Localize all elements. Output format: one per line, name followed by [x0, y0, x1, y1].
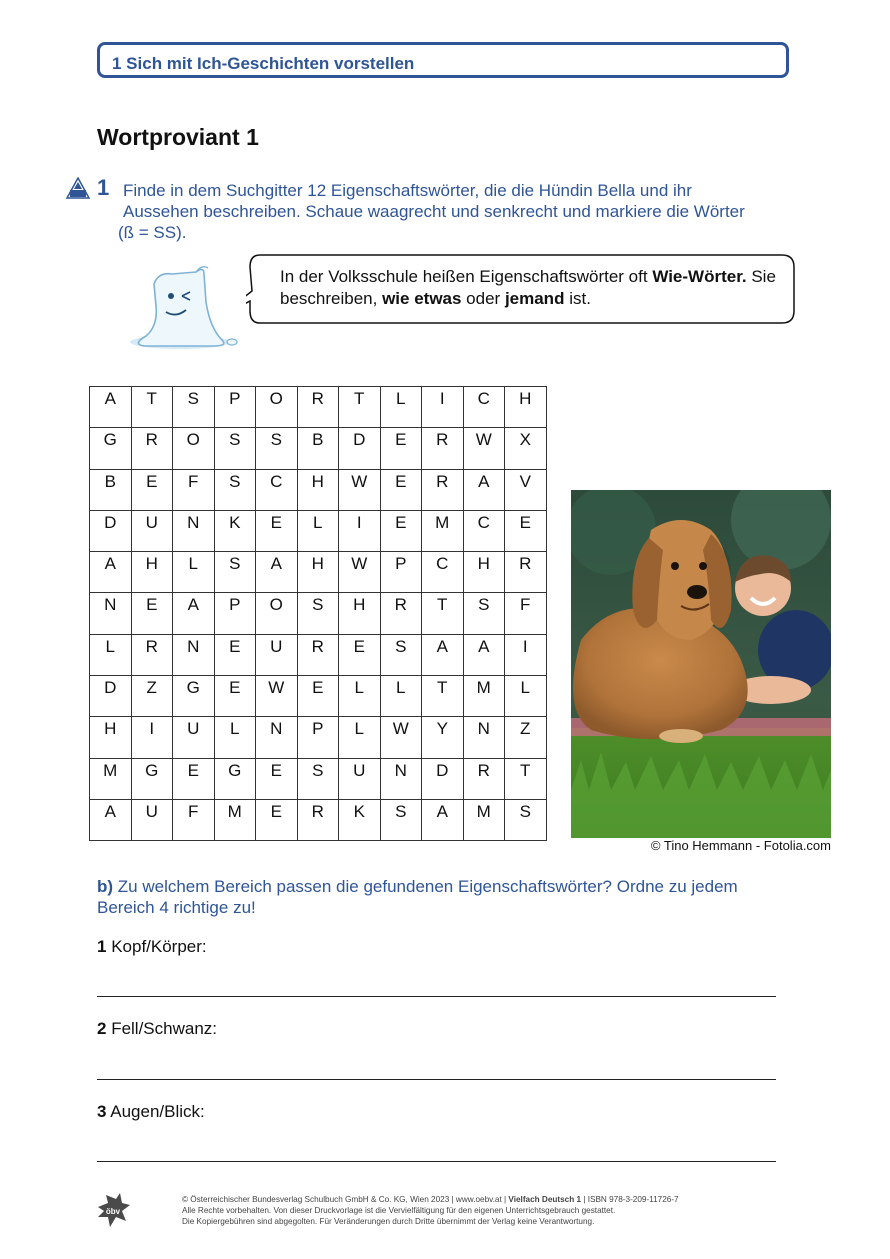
- grid-cell[interactable]: K: [214, 510, 256, 551]
- dog-photo: [571, 490, 831, 838]
- grid-cell[interactable]: P: [380, 552, 422, 593]
- grid-row: [90, 510, 547, 551]
- grid-cell[interactable]: R: [297, 799, 339, 840]
- bubble-text-part: ist.: [564, 289, 591, 308]
- category-number: 3: [97, 1102, 107, 1121]
- category-label: Fell/Schwanz:: [106, 1019, 218, 1038]
- bubble-bold-wie-etwas: wie etwas: [382, 289, 462, 308]
- grid-cell[interactable]: E: [380, 428, 422, 469]
- grid-cell[interactable]: L: [380, 676, 422, 717]
- grid-cell[interactable]: I: [505, 634, 547, 675]
- grid-row: [90, 552, 547, 593]
- grid-cell[interactable]: M: [90, 758, 132, 799]
- grid-cell[interactable]: T: [131, 387, 173, 428]
- grid-cell[interactable]: L: [90, 634, 132, 675]
- grid-cell[interactable]: S: [463, 593, 505, 634]
- grid-cell[interactable]: N: [463, 717, 505, 758]
- answer-line-2[interactable]: [97, 1079, 776, 1080]
- mascot-illustration: [124, 262, 244, 354]
- grid-cell[interactable]: A: [90, 552, 132, 593]
- grid-cell[interactable]: A: [90, 387, 132, 428]
- grid-cell[interactable]: N: [173, 634, 215, 675]
- grid-cell[interactable]: N: [173, 510, 215, 551]
- grid-row: [90, 593, 547, 634]
- grid-cell[interactable]: M: [214, 799, 256, 840]
- grid-cell[interactable]: C: [256, 469, 298, 510]
- grid-cell[interactable]: S: [380, 634, 422, 675]
- grid-cell[interactable]: B: [90, 469, 132, 510]
- task-line-3: (ß = SS).: [118, 223, 187, 242]
- bubble-bold-wie-woerter: Wie-Wörter.: [652, 267, 747, 286]
- grid-cell[interactable]: E: [131, 469, 173, 510]
- grid-cell[interactable]: D: [90, 510, 132, 551]
- grid-cell[interactable]: G: [214, 758, 256, 799]
- grid-cell[interactable]: R: [297, 387, 339, 428]
- grid-cell[interactable]: N: [90, 593, 132, 634]
- grid-cell[interactable]: N: [256, 717, 298, 758]
- part-b-text-1: Zu welchem Bereich passen die gefundenen Eigenschaftswörter? Ordne zu jedem: [113, 877, 738, 896]
- bubble-text-part: Sie beschreiben,: [280, 267, 776, 308]
- grid-cell[interactable]: L: [505, 676, 547, 717]
- grid-cell[interactable]: Y: [422, 717, 464, 758]
- grid-cell[interactable]: U: [256, 634, 298, 675]
- grid-cell[interactable]: T: [505, 758, 547, 799]
- grid-cell[interactable]: P: [214, 387, 256, 428]
- grid-cell[interactable]: O: [173, 428, 215, 469]
- grid-row: [90, 428, 547, 469]
- grid-row: [90, 634, 547, 675]
- grid-cell[interactable]: L: [173, 552, 215, 593]
- grid-cell[interactable]: A: [173, 593, 215, 634]
- grid-cell[interactable]: G: [90, 428, 132, 469]
- bubble-text-part: In der Volksschule heißen Eigenschaftswörter oft: [280, 267, 653, 286]
- grid-cell[interactable]: H: [297, 552, 339, 593]
- grid-cell[interactable]: I: [422, 387, 464, 428]
- category-label: Kopf/Körper:: [106, 937, 207, 956]
- photo-credit: © Tino Hemmann - Fotolia.com: [650, 838, 831, 853]
- grid-cell[interactable]: R: [380, 593, 422, 634]
- grid-cell[interactable]: M: [422, 510, 464, 551]
- bubble-text-part: oder: [461, 289, 505, 308]
- grid-cell[interactable]: A: [256, 552, 298, 593]
- category-2: [97, 1019, 217, 1039]
- grid-cell[interactable]: E: [256, 799, 298, 840]
- footer-book-title: Vielfach Deutsch 1: [508, 1195, 582, 1204]
- part-b-text-2: Bereich 4 richtige zu!: [97, 898, 256, 917]
- grid-cell[interactable]: C: [463, 510, 505, 551]
- grid-cell[interactable]: K: [339, 799, 381, 840]
- grid-cell[interactable]: H: [297, 469, 339, 510]
- oebv-logo-icon: [96, 1193, 130, 1227]
- grid-cell[interactable]: G: [131, 758, 173, 799]
- grid-cell[interactable]: H: [90, 717, 132, 758]
- grid-cell[interactable]: A: [90, 799, 132, 840]
- grid-cell[interactable]: S: [214, 428, 256, 469]
- grid-cell[interactable]: T: [422, 593, 464, 634]
- grid-cell[interactable]: A: [463, 469, 505, 510]
- grid-cell[interactable]: D: [90, 676, 132, 717]
- grid-cell[interactable]: W: [339, 552, 381, 593]
- grid-cell[interactable]: E: [214, 676, 256, 717]
- chapter-title: 1 Sich mit Ich-Geschichten vorstellen: [112, 54, 415, 73]
- grid-row: [90, 469, 547, 510]
- grid-row: [90, 758, 547, 799]
- footer-line-3: Die Kopiergebühren sind abgegolten. Für Veränderungen durch Dritte übernimmt der Verlag keine Verantwortung.: [182, 1217, 595, 1226]
- grid-cell[interactable]: D: [422, 758, 464, 799]
- grid-cell[interactable]: E: [131, 593, 173, 634]
- grid-cell[interactable]: U: [131, 799, 173, 840]
- grid-cell[interactable]: E: [505, 510, 547, 551]
- grid-cell[interactable]: D: [339, 428, 381, 469]
- grid-cell[interactable]: R: [422, 469, 464, 510]
- grid-cell[interactable]: W: [463, 428, 505, 469]
- grid-cell[interactable]: R: [463, 758, 505, 799]
- svg-text:öbv: öbv: [105, 1207, 121, 1216]
- part-b-instruction: [97, 876, 797, 918]
- word-search-grid: [89, 386, 547, 841]
- grid-cell[interactable]: G: [173, 676, 215, 717]
- answer-line-1[interactable]: [97, 996, 776, 997]
- grid-cell[interactable]: S: [256, 428, 298, 469]
- grid-cell[interactable]: C: [463, 387, 505, 428]
- grid-cell[interactable]: T: [422, 676, 464, 717]
- grid-cell[interactable]: U: [339, 758, 381, 799]
- grid-row: [90, 799, 547, 840]
- grid-cell[interactable]: V: [505, 469, 547, 510]
- grid-cell[interactable]: W: [380, 717, 422, 758]
- grid-cell[interactable]: Z: [131, 676, 173, 717]
- grid-cell[interactable]: F: [505, 593, 547, 634]
- grid-cell[interactable]: E: [380, 469, 422, 510]
- grid-cell[interactable]: P: [297, 717, 339, 758]
- difficulty-triangle-icon: [66, 177, 90, 199]
- grid-cell[interactable]: L: [297, 510, 339, 551]
- grid-cell[interactable]: S: [297, 758, 339, 799]
- grid-cell[interactable]: P: [214, 593, 256, 634]
- category-label: Augen/Blick:: [106, 1102, 205, 1121]
- grid-cell[interactable]: A: [463, 634, 505, 675]
- grid-cell[interactable]: M: [463, 799, 505, 840]
- grid-cell[interactable]: E: [380, 510, 422, 551]
- grid-cell[interactable]: C: [422, 552, 464, 593]
- grid-cell[interactable]: M: [463, 676, 505, 717]
- grid-cell[interactable]: W: [339, 469, 381, 510]
- grid-cell[interactable]: E: [214, 634, 256, 675]
- grid-cell[interactable]: W: [256, 676, 298, 717]
- grid-cell[interactable]: S: [505, 799, 547, 840]
- grid-cell[interactable]: N: [380, 758, 422, 799]
- grid-cell[interactable]: I: [339, 510, 381, 551]
- category-3: [97, 1102, 205, 1122]
- grid-cell[interactable]: F: [173, 469, 215, 510]
- footer-isbn: | ISBN 978-3-209-11726-7: [581, 1195, 679, 1204]
- grid-row: [90, 387, 547, 428]
- grid-cell[interactable]: H: [131, 552, 173, 593]
- grid-cell[interactable]: E: [173, 758, 215, 799]
- grid-cell[interactable]: L: [380, 387, 422, 428]
- grid-cell[interactable]: U: [173, 717, 215, 758]
- grid-cell[interactable]: E: [339, 634, 381, 675]
- grid-cell[interactable]: E: [297, 676, 339, 717]
- grid-cell[interactable]: S: [297, 593, 339, 634]
- grid-cell[interactable]: I: [131, 717, 173, 758]
- page-title: Wortproviant 1: [97, 124, 259, 150]
- grid-cell[interactable]: H: [505, 387, 547, 428]
- grid-cell[interactable]: T: [339, 387, 381, 428]
- part-b-label: b): [97, 877, 114, 896]
- grid-cell[interactable]: O: [256, 593, 298, 634]
- grid-cell[interactable]: L: [214, 717, 256, 758]
- grid-cell[interactable]: S: [214, 469, 256, 510]
- grid-cell[interactable]: S: [214, 552, 256, 593]
- grid-cell[interactable]: O: [256, 387, 298, 428]
- task-instruction: [118, 180, 803, 242]
- footer-line-2: Alle Rechte vorbehalten. Von dieser Druckvorlage ist die Vervielfältigung für den eigenen Unterrichtsgebrauch gestattet.: [182, 1206, 616, 1215]
- category-number: 2: [97, 1019, 107, 1038]
- grid-cell[interactable]: L: [339, 676, 381, 717]
- grid-cell[interactable]: Z: [505, 717, 547, 758]
- task-number: 1: [97, 175, 110, 200]
- grid-cell[interactable]: H: [339, 593, 381, 634]
- answer-line-3[interactable]: [97, 1161, 776, 1162]
- task-line-1: Finde in dem Suchgitter 12 Eigenschaftswörter, die die Hündin Bella und ihr: [123, 181, 692, 200]
- grid-cell[interactable]: A: [422, 799, 464, 840]
- grid-cell[interactable]: B: [297, 428, 339, 469]
- grid-cell[interactable]: R: [131, 634, 173, 675]
- bubble-text: [280, 266, 780, 310]
- grid-row: [90, 676, 547, 717]
- grid-cell[interactable]: X: [505, 428, 547, 469]
- grid-cell[interactable]: L: [339, 717, 381, 758]
- grid-cell[interactable]: E: [256, 758, 298, 799]
- grid-row: [90, 717, 547, 758]
- chapter-header-box: [97, 42, 789, 78]
- footer-line-1: © Österreichischer Bundesverlag Schulbuch GmbH & Co. KG, Wien 2023 | www.oebv.at |: [182, 1195, 509, 1204]
- bubble-bold-jemand: jemand: [504, 289, 565, 308]
- grid-cell[interactable]: F: [173, 799, 215, 840]
- grid-cell[interactable]: U: [131, 510, 173, 551]
- category-1: [97, 937, 207, 957]
- grid-cell[interactable]: R: [505, 552, 547, 593]
- grid-cell[interactable]: E: [256, 510, 298, 551]
- grid-cell[interactable]: R: [422, 428, 464, 469]
- task-line-2: Aussehen beschreiben. Schaue waagrecht und senkrecht und markiere die Wörter: [123, 202, 745, 221]
- grid-cell[interactable]: R: [297, 634, 339, 675]
- grid-cell[interactable]: S: [380, 799, 422, 840]
- grid-cell[interactable]: R: [131, 428, 173, 469]
- grid-cell[interactable]: S: [173, 387, 215, 428]
- footer-copyright: [182, 1194, 822, 1227]
- grid-cell[interactable]: A: [422, 634, 464, 675]
- grid-cell[interactable]: H: [463, 552, 505, 593]
- category-number: 1: [97, 937, 107, 956]
